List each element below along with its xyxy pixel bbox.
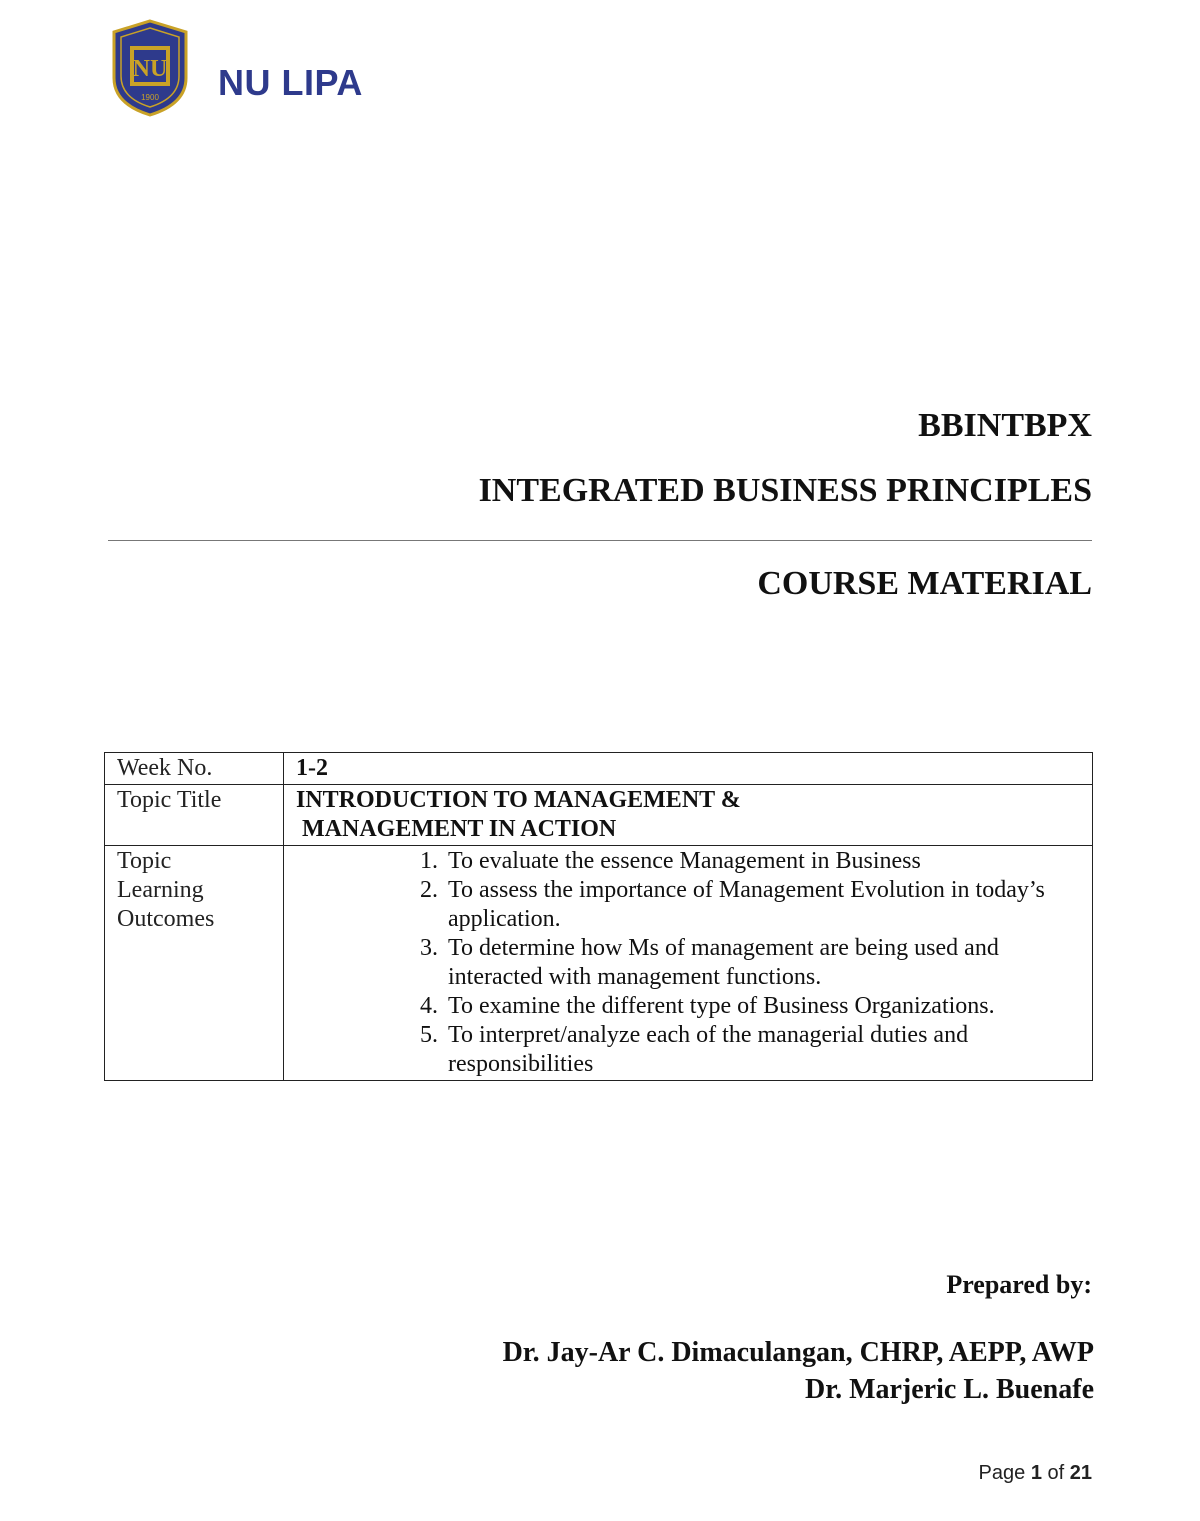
- list-item: To examine the different type of Business Organizations.: [448, 993, 995, 1019]
- author-2: Dr. Marjeric L. Buenafe: [805, 1374, 1094, 1405]
- page-total: 21: [1069, 1462, 1092, 1484]
- label-line: Topic: [117, 848, 172, 874]
- logo-text: NU LIPA: [218, 62, 363, 103]
- page-sep: of: [1047, 1462, 1065, 1484]
- page-prefix: Page: [978, 1462, 1026, 1484]
- svg-text:NU: NU: [132, 56, 168, 82]
- table-row: [105, 785, 1093, 846]
- nu-lipa-logo: [108, 18, 388, 118]
- topic-title-label: Topic Title: [105, 785, 284, 846]
- nu-seal-icon: [108, 18, 192, 118]
- title-divider: [108, 540, 1092, 541]
- list-item: To evaluate the essence Management in Business: [448, 848, 921, 874]
- learning-outcomes-list-cell: [284, 846, 1093, 1081]
- topic-title-line-2: MANAGEMENT IN ACTION: [302, 816, 617, 842]
- page-current: 1: [1030, 1462, 1042, 1484]
- course-material-label: COURSE MATERIAL: [757, 565, 1092, 602]
- course-info-table: [104, 752, 1093, 1081]
- page-number: [979, 1462, 1092, 1485]
- prepared-by-label: Prepared by:: [946, 1270, 1092, 1299]
- week-label: Week No.: [105, 753, 284, 785]
- week-value: 1-2: [284, 753, 1093, 785]
- course-title: INTEGRATED BUSINESS PRINCIPLES: [478, 472, 1092, 509]
- list-item: To interpret/analyze each of the managerial duties and responsibilities: [448, 1022, 969, 1077]
- author-1: Dr. Jay-Ar C. Dimaculangan, CHRP, AEPP, AWP: [502, 1337, 1094, 1368]
- svg-text:1900: 1900: [141, 93, 159, 102]
- course-code: BBINTBPX: [918, 407, 1092, 444]
- label-line: Learning: [117, 877, 204, 903]
- label-line: Outcomes: [117, 906, 215, 932]
- topic-title-line-1: INTRODUCTION TO MANAGEMENT &: [296, 787, 741, 813]
- table-row: [105, 753, 1093, 785]
- topic-title-value: [284, 785, 1093, 846]
- table-row: [105, 846, 1093, 1081]
- list-item: To determine how Ms of management are being used and interacted with management functions.: [448, 935, 999, 990]
- learning-outcomes-label: [105, 846, 284, 1081]
- learning-outcomes-list: [296, 847, 1080, 1079]
- list-item: To assess the importance of Management Evolution in today’s application.: [448, 877, 1045, 932]
